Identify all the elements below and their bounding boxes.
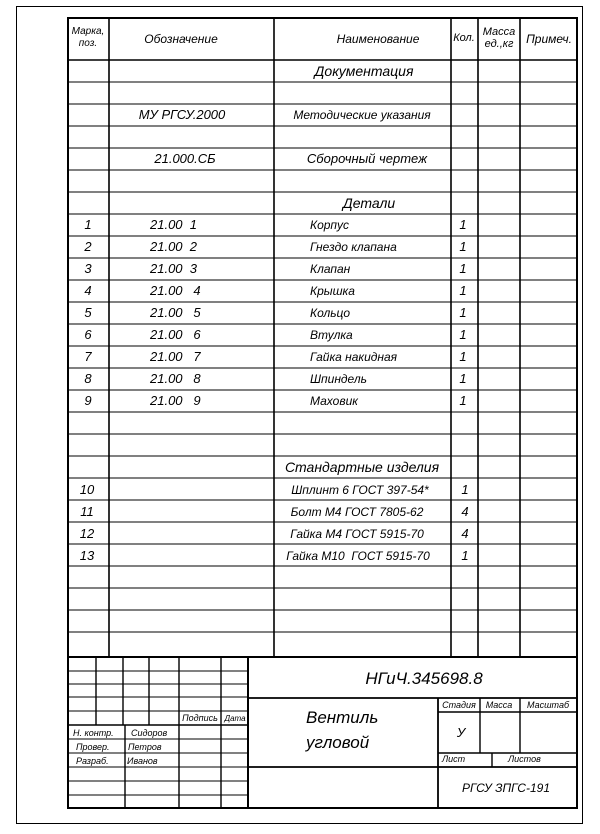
standard-name: Болт М4 ГОСТ 7805-62 xyxy=(290,505,424,519)
header-naimenovanie: Наименование xyxy=(336,32,420,46)
doc-code-2: 21.000.СБ xyxy=(154,151,216,166)
detail-name: Кольцо xyxy=(310,306,351,320)
standard-pos: 11 xyxy=(80,504,94,519)
standard-name: Шплинт 6 ГОСТ 397-54* xyxy=(291,483,429,497)
label-prover: Провер. xyxy=(76,742,110,752)
standard-qty: 4 xyxy=(461,526,469,541)
detail-code: 21.00 2 xyxy=(150,239,197,254)
name-razrab: Иванов xyxy=(127,756,158,766)
label-massa: Масса xyxy=(485,700,513,710)
label-list: Лист xyxy=(442,754,466,764)
detail-code: 21.00 7 xyxy=(150,349,201,364)
document-designation: НГиЧ.345698.8 xyxy=(365,669,483,688)
label-n-kontr: Н. контр. xyxy=(73,728,114,738)
detail-code: 21.00 6 xyxy=(150,327,201,342)
detail-name: Гнездо клапана xyxy=(310,240,397,254)
header-massa-unit: ед.,кг xyxy=(484,38,514,50)
detail-qty: 1 xyxy=(459,393,467,408)
detail-pos: 9 xyxy=(84,393,92,408)
detail-name: Шпиндель xyxy=(310,372,367,386)
header-marka: Марка, xyxy=(71,26,105,37)
detail-pos: 4 xyxy=(84,283,92,298)
document-title-line2: угловой xyxy=(306,733,370,752)
doc-code-1: МУ РГСУ.2000 xyxy=(138,107,226,122)
detail-code: 21.00 3 xyxy=(150,261,197,276)
standard-name: Гайка М10 ГОСТ 5915-70 xyxy=(286,549,430,563)
header-kol: Кол. xyxy=(453,32,475,44)
label-masshtab: Масштаб xyxy=(526,700,570,710)
label-razrab: Разраб. xyxy=(76,756,109,766)
standard-pos: 10 xyxy=(79,482,95,497)
detail-code: 21.00 8 xyxy=(150,371,201,386)
standard-qty: 1 xyxy=(461,548,469,563)
detail-pos: 7 xyxy=(84,349,92,364)
label-podpis: Подпись xyxy=(182,713,218,723)
stadiya-value: У xyxy=(456,725,466,740)
standard-name: Гайка М4 ГОСТ 5915-70 xyxy=(290,527,424,541)
header-massa: Масса xyxy=(482,26,516,38)
section-documentation: Документация xyxy=(314,63,414,79)
organization: РГСУ ЗПГС-191 xyxy=(461,781,551,795)
detail-pos: 5 xyxy=(84,305,92,320)
standard-pos: 12 xyxy=(79,526,95,541)
header-oboznachenie: Обозначение xyxy=(144,32,218,46)
doc-name-1: Методические указания xyxy=(293,108,431,122)
section-details: Детали xyxy=(342,195,396,211)
label-data: Дата xyxy=(224,714,246,723)
detail-code: 21.00 5 xyxy=(150,305,201,320)
detail-qty: 1 xyxy=(459,305,467,320)
detail-name: Гайка накидная xyxy=(310,350,398,364)
detail-qty: 1 xyxy=(459,349,467,364)
detail-qty: 1 xyxy=(459,217,467,232)
detail-qty: 1 xyxy=(459,327,467,342)
detail-code: 21.00 9 xyxy=(150,393,201,408)
header-poz: поз. xyxy=(78,38,98,49)
detail-qty: 1 xyxy=(459,371,467,386)
detail-pos: 1 xyxy=(84,217,92,232)
standard-pos: 13 xyxy=(79,548,95,563)
doc-name-2: Сборочный чертеж xyxy=(306,151,428,166)
detail-pos: 3 xyxy=(84,261,92,276)
detail-name: Корпус xyxy=(310,218,350,232)
label-stadiya: Стадия xyxy=(442,700,476,710)
detail-code: 21.00 1 xyxy=(150,217,197,232)
document-title-line1: Вентиль xyxy=(306,708,379,727)
header-primech: Примеч. xyxy=(526,32,572,46)
detail-pos: 6 xyxy=(84,327,92,342)
detail-name: Маховик xyxy=(310,394,358,408)
detail-qty: 1 xyxy=(459,239,467,254)
name-n-kontr: Сидоров xyxy=(131,728,168,738)
detail-pos: 8 xyxy=(84,371,92,386)
detail-qty: 1 xyxy=(459,261,467,276)
detail-name: Втулка xyxy=(310,328,353,342)
detail-pos: 2 xyxy=(84,239,92,254)
name-prover: Петров xyxy=(128,742,162,752)
detail-qty: 1 xyxy=(459,283,467,298)
standard-qty: 4 xyxy=(461,504,469,519)
detail-name: Клапан xyxy=(310,262,351,276)
detail-code: 21.00 4 xyxy=(150,283,201,298)
standard-qty: 1 xyxy=(461,482,469,497)
label-listov: Листов xyxy=(508,754,541,764)
detail-name: Крышка xyxy=(310,284,355,298)
section-standard: Стандартные изделия xyxy=(284,459,440,475)
